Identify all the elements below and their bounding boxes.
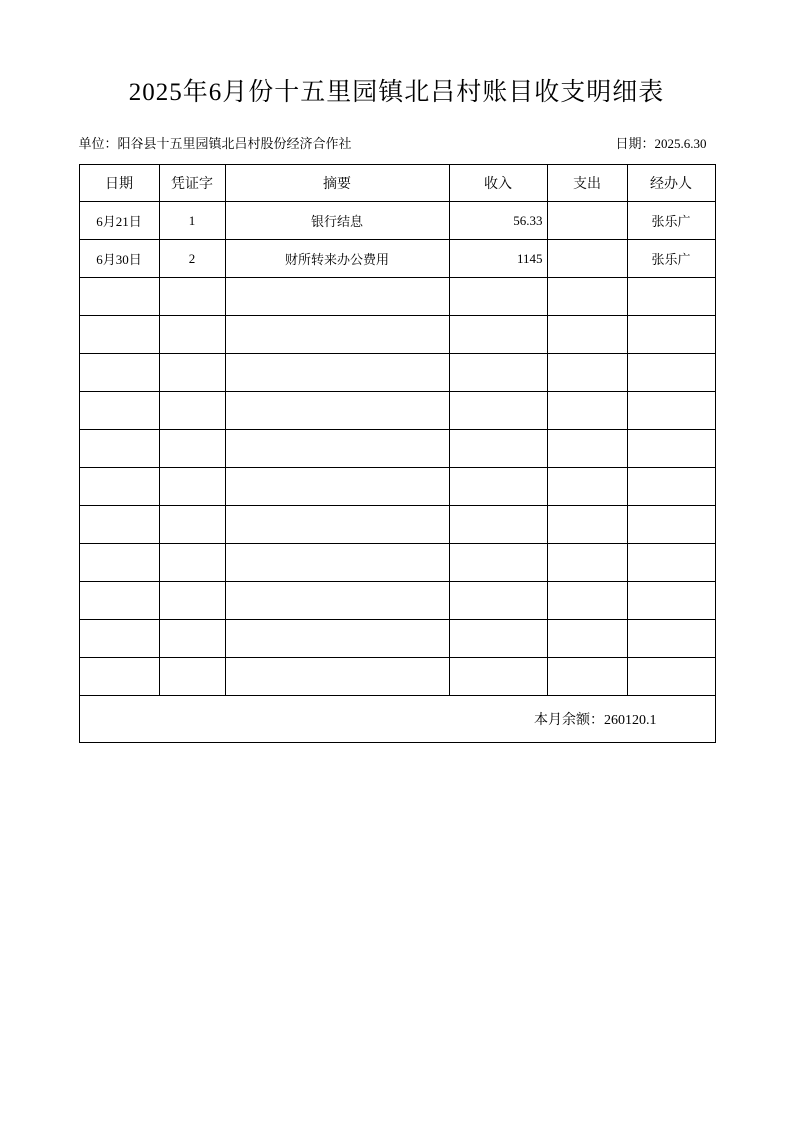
cell-date [79, 278, 159, 316]
cell-summary [225, 430, 449, 468]
cell-summary [225, 658, 449, 696]
cell-date [79, 658, 159, 696]
cell-summary [225, 316, 449, 354]
cell-handler [627, 506, 715, 544]
cell-handler [627, 316, 715, 354]
cell-expense [547, 202, 627, 240]
cell-expense [547, 430, 627, 468]
cell-income [449, 658, 547, 696]
cell-voucher: 2 [159, 240, 225, 278]
cell-voucher [159, 544, 225, 582]
cell-handler [627, 620, 715, 658]
column-header-income: 收入 [449, 165, 547, 202]
cell-voucher [159, 506, 225, 544]
table-row [79, 430, 715, 468]
monthly-balance: 本月余额：260120.1 [79, 696, 715, 743]
cell-date: 6月21日 [79, 202, 159, 240]
table-footer-row [79, 696, 715, 743]
cell-summary [225, 468, 449, 506]
cell-income [449, 582, 547, 620]
cell-income [449, 430, 547, 468]
cell-date [79, 544, 159, 582]
column-header-handler: 经办人 [627, 165, 715, 202]
cell-handler [627, 354, 715, 392]
cell-voucher [159, 582, 225, 620]
table-row [79, 392, 715, 430]
cell-date [79, 392, 159, 430]
table-body [79, 202, 715, 743]
cell-expense [547, 278, 627, 316]
cell-date [79, 354, 159, 392]
table-row [79, 316, 715, 354]
cell-summary: 银行结息 [225, 202, 449, 240]
cell-handler [627, 544, 715, 582]
cell-expense [547, 316, 627, 354]
cell-date [79, 582, 159, 620]
document-meta [79, 108, 715, 152]
cell-voucher [159, 392, 225, 430]
header-row [79, 165, 715, 202]
page-title: 2025年6月份十五里园镇北吕村账目收支明细表 [128, 79, 665, 106]
cell-date [79, 620, 159, 658]
cell-income [449, 354, 547, 392]
cell-voucher [159, 620, 225, 658]
column-header-expense: 支出 [547, 165, 627, 202]
cell-income [449, 392, 547, 430]
cell-income: 1145 [449, 240, 547, 278]
table-row [79, 202, 715, 240]
cell-income [449, 316, 547, 354]
table-row [79, 544, 715, 582]
cell-handler [627, 582, 715, 620]
cell-handler [627, 468, 715, 506]
cell-date: 6月30日 [79, 240, 159, 278]
cell-expense [547, 506, 627, 544]
cell-voucher [159, 658, 225, 696]
cell-voucher [159, 354, 225, 392]
table-row [79, 506, 715, 544]
column-header-voucher: 凭证字 [159, 165, 225, 202]
ledger-table-wrapper [79, 164, 715, 743]
cell-voucher [159, 316, 225, 354]
cell-summary [225, 506, 449, 544]
unit-label: 单位：阳谷县十五里园镇北吕村股份经济合作社 [78, 136, 352, 151]
cell-expense [547, 544, 627, 582]
cell-income [449, 278, 547, 316]
cell-handler [627, 658, 715, 696]
table-row [79, 354, 715, 392]
cell-voucher [159, 278, 225, 316]
cell-handler: 张乐广 [627, 202, 715, 240]
cell-income: 56.33 [449, 202, 547, 240]
cell-date [79, 316, 159, 354]
column-header-summary: 摘要 [225, 165, 449, 202]
ledger-table [79, 164, 716, 743]
cell-expense [547, 620, 627, 658]
cell-date [79, 430, 159, 468]
cell-voucher [159, 430, 225, 468]
cell-expense [547, 468, 627, 506]
cell-date [79, 468, 159, 506]
table-row [79, 658, 715, 696]
cell-expense [547, 354, 627, 392]
table-row [79, 468, 715, 506]
table-row [79, 620, 715, 658]
cell-expense [547, 240, 627, 278]
cell-handler [627, 430, 715, 468]
column-header-date: 日期 [79, 165, 159, 202]
cell-handler: 张乐广 [627, 240, 715, 278]
cell-voucher: 1 [159, 202, 225, 240]
cell-summary [225, 544, 449, 582]
cell-income [449, 544, 547, 582]
date-label: 日期：2025.6.30 [615, 136, 707, 151]
cell-voucher [159, 468, 225, 506]
table-row [79, 240, 715, 278]
table-row [79, 582, 715, 620]
cell-expense [547, 658, 627, 696]
cell-summary [225, 582, 449, 620]
cell-summary [225, 278, 449, 316]
cell-income [449, 620, 547, 658]
cell-summary: 财所转来办公费用 [225, 240, 449, 278]
cell-handler [627, 278, 715, 316]
cell-summary [225, 620, 449, 658]
table-header [79, 165, 715, 202]
cell-summary [225, 392, 449, 430]
cell-income [449, 506, 547, 544]
table-row [79, 278, 715, 316]
cell-handler [627, 392, 715, 430]
cell-income [449, 468, 547, 506]
cell-expense [547, 392, 627, 430]
cell-date [79, 506, 159, 544]
cell-expense [547, 582, 627, 620]
cell-summary [225, 354, 449, 392]
